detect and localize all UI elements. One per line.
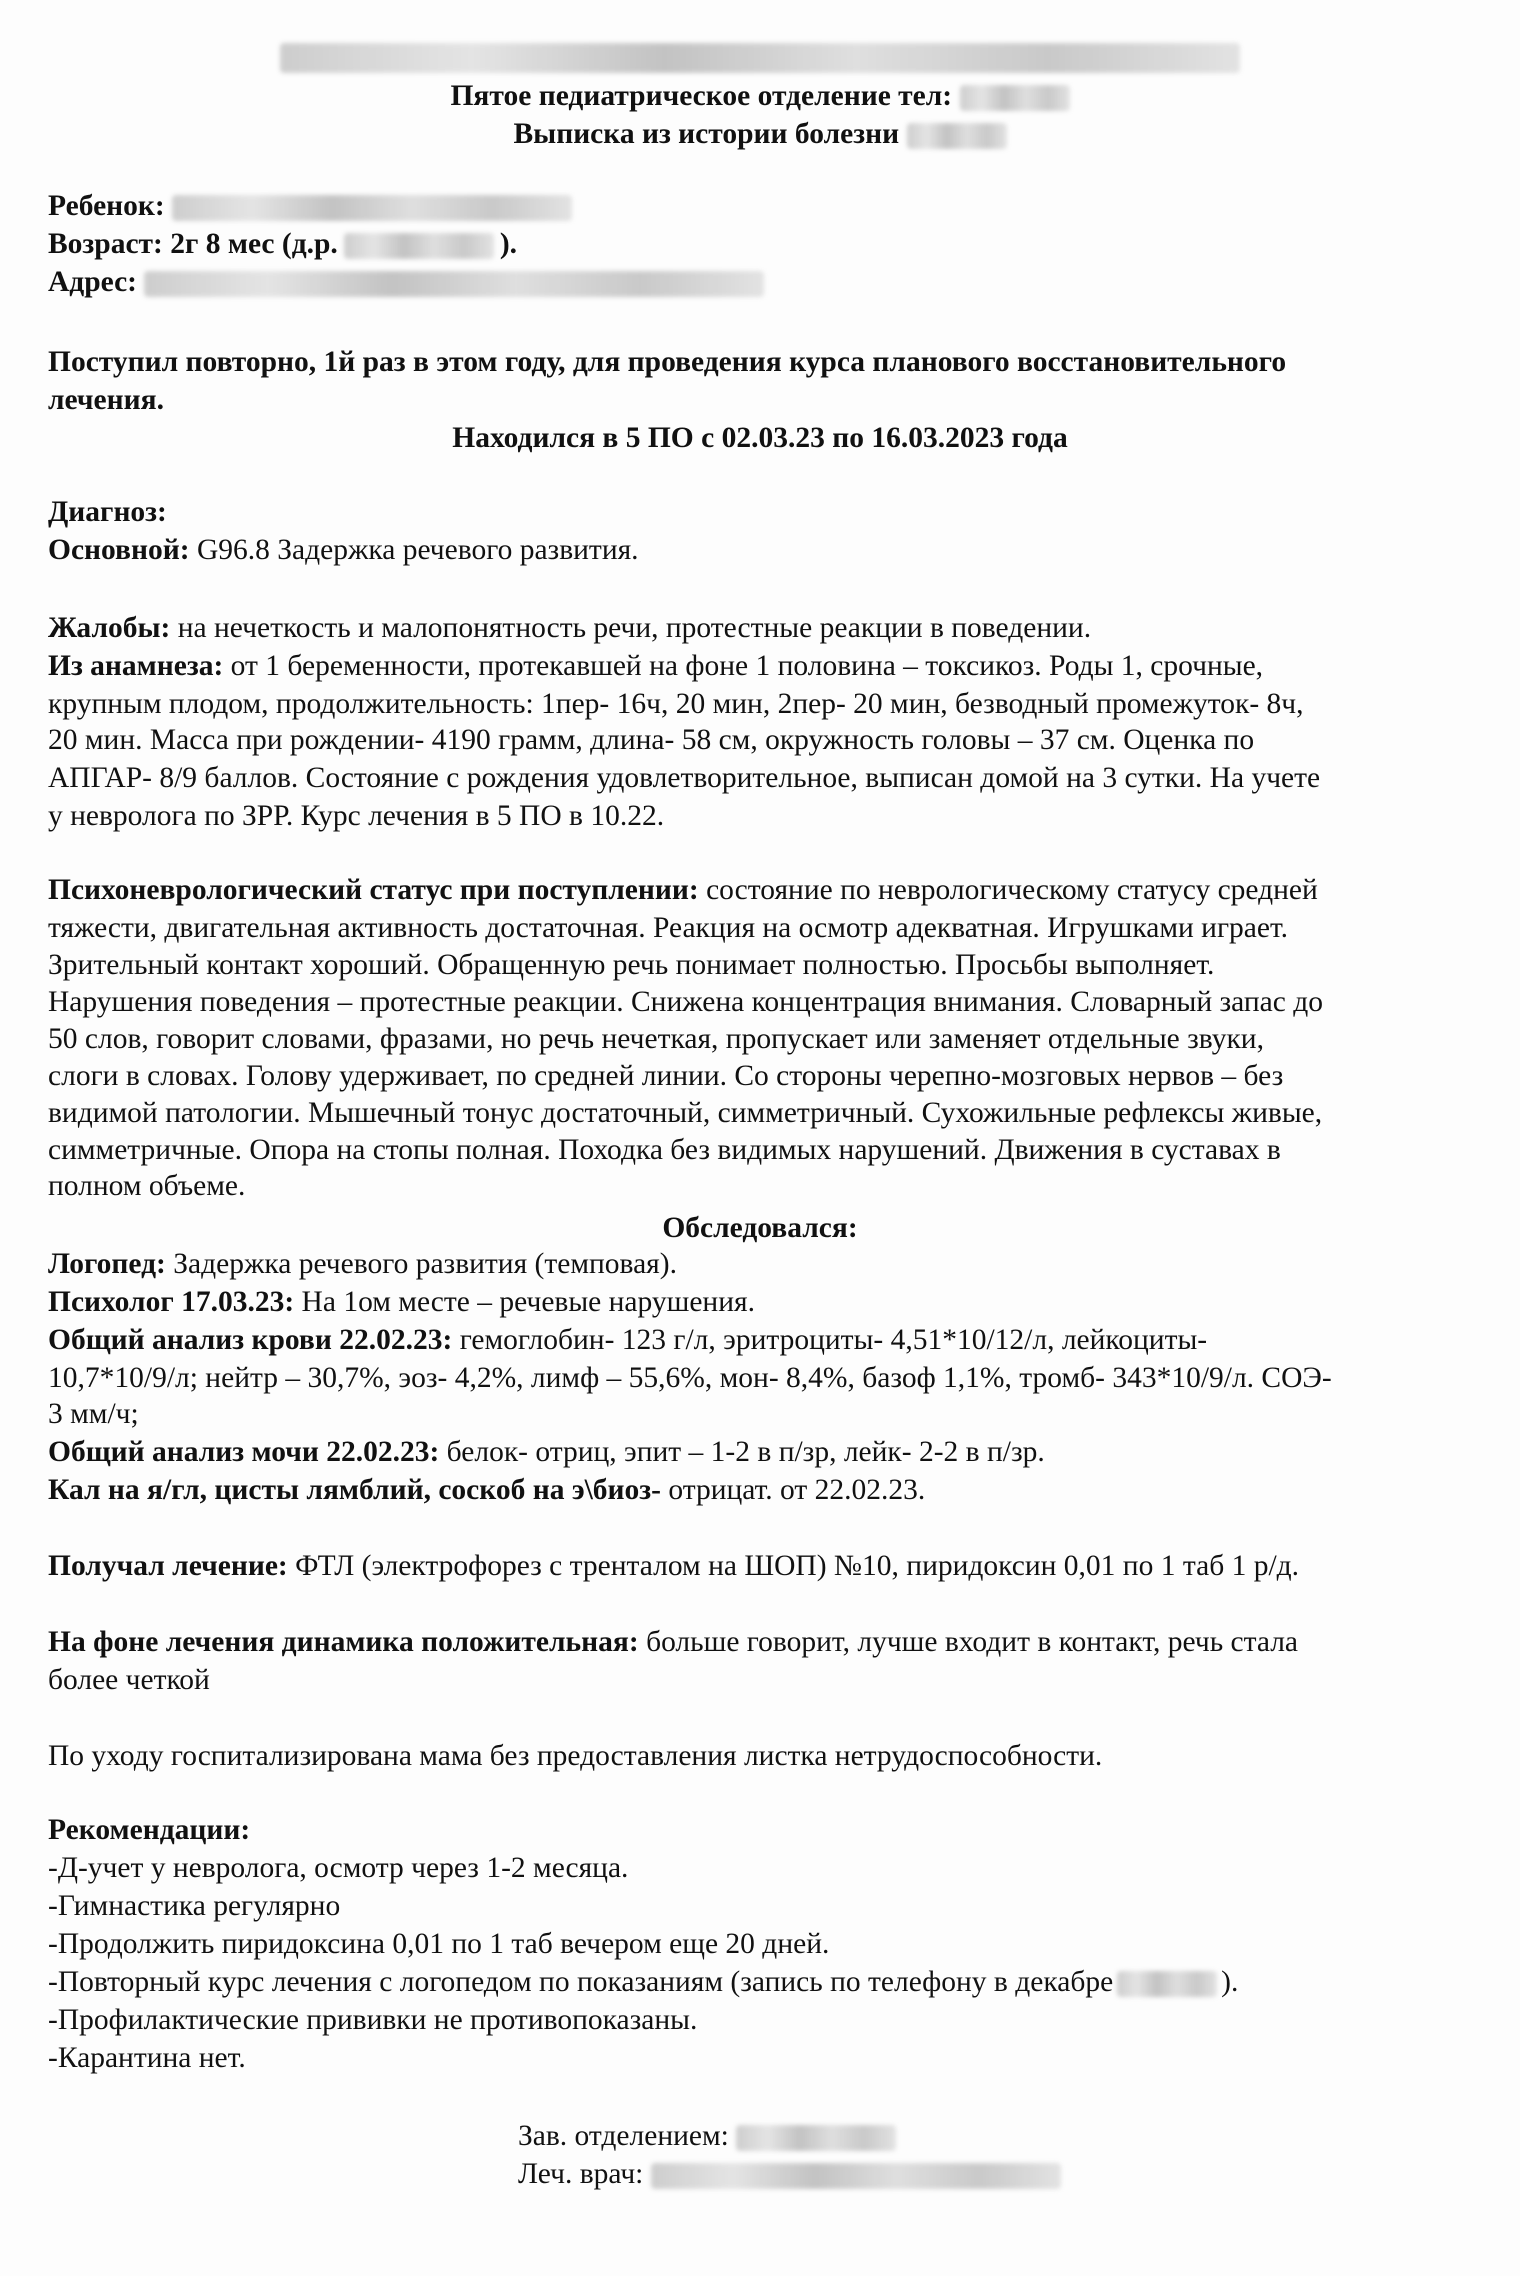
anamnesis-line-3: 20 мин. Масса при рождении- 4190 грамм, длина- 58 см, окружность головы – 37 см. Оценка по — [48, 724, 1255, 756]
address-label: Адрес: — [48, 266, 138, 298]
child-line — [48, 188, 572, 224]
anamnesis-line-1 — [48, 648, 1263, 684]
document-title: Выписка из истории болезни — [513, 118, 900, 150]
recommendation-item — [48, 1964, 1238, 2000]
admission-line-1: Поступил повторно, 1й раз в этом году, для проведения курса планового восстановительного — [48, 346, 1287, 378]
blood-text-1: гемоглобин- 123 г/л, эритроциты- 4,51*10/12/л, лейкоциты- — [459, 1324, 1208, 1356]
redacted-address — [144, 271, 764, 297]
stool-label: Кал на я/гл, цисты лямблий, соскоб на э\биоз- — [48, 1474, 661, 1506]
stool-line — [48, 1472, 925, 1508]
status-line-9: полном объеме. — [48, 1170, 246, 1202]
recommendation-item: -Карантина нет. — [48, 2042, 246, 2074]
status-line-1 — [48, 872, 1318, 908]
blood-label: Общий анализ крови 22.02.23: — [48, 1324, 453, 1356]
complaints-label: Жалобы: — [48, 612, 171, 644]
age-close: ). — [499, 228, 518, 260]
dynamics-line-2: более четкой — [48, 1664, 210, 1696]
anamnesis-line-5: у невролога по ЗРР. Курс лечения в 5 ПО в 10.22. — [48, 800, 665, 832]
status-label: Психоневрологический статус при поступлении: — [48, 874, 699, 906]
admission-line-2: лечения. — [48, 384, 164, 416]
recommendation-item-close: ). — [1221, 1966, 1239, 1998]
stay-period: Находился в 5 ПО с 02.03.23 по 16.03.2023 года — [452, 422, 1068, 454]
main-diagnosis-label: Основной: — [48, 534, 190, 566]
main-diagnosis — [48, 532, 639, 568]
complaints — [48, 610, 1091, 646]
anamnesis-line-2: крупным плодом, продолжительность: 1пер- 16ч, 20 мин, 2пер- 20 мин, безводный промежуток- 8ч, — [48, 688, 1304, 720]
logoped-line — [48, 1246, 677, 1282]
redacted-phone — [960, 85, 1070, 111]
blood-line-3: 3 мм/ч; — [48, 1398, 139, 1430]
redacted-doctor-name — [651, 2163, 1061, 2189]
complaints-text: на нечеткость и малопонятность речи, протестные реакции в поведении. — [177, 612, 1092, 644]
status-line-4: Нарушения поведения – протестные реакции. Снижена концентрация внимания. Словарный запас до — [48, 986, 1323, 1018]
dynamics-label: На фоне лечения динамика положительная: — [48, 1626, 639, 1658]
treatment-label: Получал лечение: — [48, 1550, 288, 1582]
status-line-6: слоги в словах. Голову удерживает, по средней линии. Со стороны черепно-мозговых нервов – без — [48, 1060, 1284, 1092]
status-line-7: видимой патологии. Мышечный тонус достаточный, симметричный. Сухожильные рефлексы живые, — [48, 1097, 1323, 1129]
logoped-text: Задержка речевого развития (темповая). — [173, 1248, 677, 1280]
status-text-1: состояние по неврологическому статусу средней — [706, 874, 1318, 906]
department-title: Пятое педиатрическое отделение тел: — [450, 80, 953, 112]
head-label: Зав. отделением: — [518, 2120, 729, 2152]
redacted-history-number — [907, 123, 1007, 149]
logoped-label: Логопед: — [48, 1248, 166, 1280]
anamnesis-text-1: от 1 беременности, протекавшей на фоне 1 половина – токсикоз. Роды 1, срочные, — [230, 650, 1264, 682]
blood-line-1 — [48, 1322, 1207, 1358]
recommendation-item-text: -Повторный курс лечения с логопедом по показаниям (запись по телефону в декабре — [48, 1966, 1114, 1998]
diagnosis-heading: Диагноз: — [48, 496, 167, 528]
exams-heading: Обследовался: — [662, 1212, 858, 1244]
urine-text: белок- отриц, эпит – 1-2 в п/зр, лейк- 2-2 в п/зр. — [446, 1436, 1045, 1468]
age-line — [48, 226, 517, 262]
redacted-birthdate — [344, 233, 494, 259]
recommendations-heading: Рекомендации: — [48, 1814, 251, 1846]
status-line-3: Зрительный контакт хороший. Обращенную речь понимает полностью. Просьбы выполняет. — [48, 949, 1215, 981]
psychologist-label: Психолог 17.03.23: — [48, 1286, 295, 1318]
department-line — [0, 78, 1520, 114]
address-line — [48, 264, 764, 300]
stool-text: отрицат. от 22.02.23. — [668, 1474, 926, 1506]
psychologist-line — [48, 1284, 755, 1320]
treatment-line — [48, 1548, 1299, 1584]
care-note: По уходу госпитализирована мама без предоставления листка нетрудоспособности. — [48, 1740, 1103, 1772]
child-label: Ребенок: — [48, 190, 165, 222]
status-line-5: 50 слов, говорит словами, фразами, но речь нечеткая, пропускает или заменяет отдельные звуки, — [48, 1023, 1264, 1055]
redacted-child-name — [172, 195, 572, 221]
anamnesis-line-4: АПГАР- 8/9 баллов. Состояние с рождения удовлетворительное, выписан домой на 3 сутки. На учете — [48, 762, 1321, 794]
redacted-header — [0, 38, 1520, 74]
status-line-2: тяжести, двигательная активность достаточная. Реакция на осмотр адекватная. Игрушками играет. — [48, 912, 1289, 944]
blood-line-2: 10,7*10/9/л; нейтр – 30,7%, эоз- 4,2%, лимф – 55,6%, мон- 8,4%, базоф 1,1%, тромб- 343*10/9/л. СОЭ- — [48, 1362, 1332, 1394]
urine-line — [48, 1434, 1045, 1470]
treatment-text: ФТЛ (электрофорез с тренталом на ШОП) №10, пиридоксин 0,01 по 1 таб 1 р/д. — [295, 1550, 1300, 1582]
recommendation-item: -Продолжить пиридоксина 0,01 по 1 таб вечером еще 20 дней. — [48, 1928, 830, 1960]
head-of-department — [518, 2118, 896, 2154]
main-diagnosis-value: G96.8 Задержка речевого развития. — [196, 534, 639, 566]
recommendation-item: -Профилактические прививки не противопоказаны. — [48, 2004, 698, 2036]
anamnesis-label: Из анамнеза: — [48, 650, 224, 682]
redacted-block — [280, 43, 1240, 73]
redacted-year — [1117, 1971, 1217, 1997]
urine-label: Общий анализ мочи 22.02.23: — [48, 1436, 440, 1468]
attending-doctor — [518, 2156, 1061, 2192]
redacted-head-name — [736, 2125, 896, 2151]
age-value: 2г 8 мес (д.р. — [170, 228, 338, 260]
recommendation-item: -Гимнастика регулярно — [48, 1890, 341, 1922]
dynamics-line-1 — [48, 1624, 1298, 1660]
age-label: Возраст: — [48, 228, 163, 260]
dynamics-text-1: больше говорит, лучше входит в контакт, речь стала — [646, 1626, 1299, 1658]
doctor-label: Леч. врач: — [518, 2158, 644, 2190]
psychologist-text: На 1ом месте – речевые нарушения. — [301, 1286, 755, 1318]
recommendation-item: -Д-учет у невролога, осмотр через 1-2 месяца. — [48, 1852, 629, 1884]
status-line-8: симметричные. Опора на стопы полная. Походка без видимых нарушений. Движения в суставах в — [48, 1134, 1281, 1166]
title-line — [0, 116, 1520, 152]
